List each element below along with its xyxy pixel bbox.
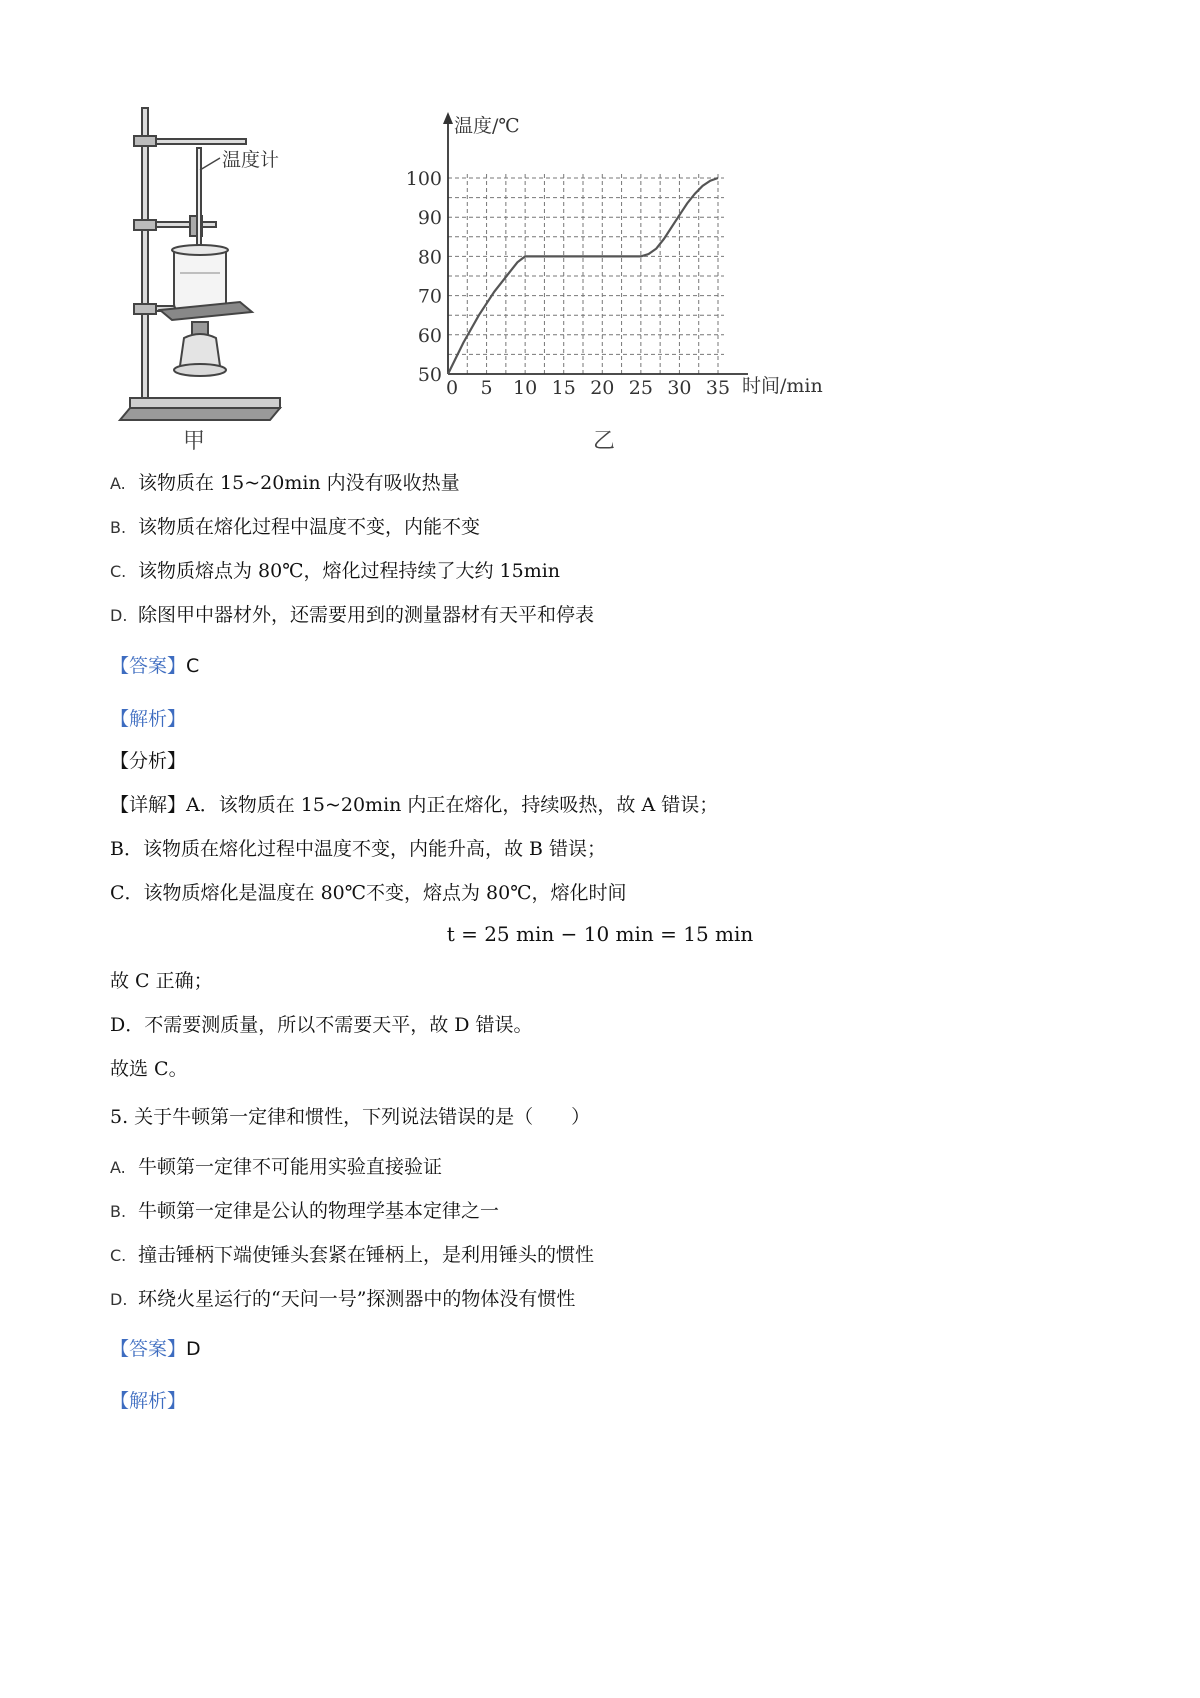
q4-option-b bbox=[110, 514, 480, 541]
q4-answer bbox=[110, 653, 199, 679]
option-text: 环绕火星运行的“天问一号”探测器中的物体没有惯性 bbox=[138, 1288, 576, 1310]
x-tick-label: 35 bbox=[705, 377, 731, 399]
q4-conclusion: 故选 C。 bbox=[110, 1058, 188, 1080]
y-tick-label: 80 bbox=[417, 246, 442, 269]
detail-a-text: A．该物质在 15~20min 内正在熔化，持续吸热，故 A 错误； bbox=[186, 794, 719, 816]
x-tick-label: 0 bbox=[445, 377, 459, 399]
x-tick-label: 10 bbox=[513, 377, 538, 399]
answer-label: 【答案】 bbox=[110, 1338, 187, 1360]
q4-detail-d: D．不需要测质量，所以不需要天平，故 D 错误。 bbox=[110, 1014, 533, 1036]
chart-grid bbox=[448, 174, 724, 374]
option-text: 撞击锤柄下端使锤头套紧在锤柄上，是利用锤头的惯性 bbox=[138, 1244, 595, 1266]
x-tick-label: 15 bbox=[551, 377, 576, 399]
figure-caption-yi: 乙 bbox=[593, 429, 616, 454]
option-letter: B. bbox=[110, 1202, 127, 1221]
q4-jiexi-label: 【解析】 bbox=[110, 708, 187, 730]
melting-time-formula: t = 25 min − 10 min = 15 min bbox=[446, 922, 754, 946]
x-tick-label: 20 bbox=[590, 377, 615, 399]
q4-detail-c: C．该物质熔化是温度在 80℃不变，熔点为 80℃，熔化时间 bbox=[110, 882, 627, 904]
option-letter: D. bbox=[110, 1290, 128, 1309]
answer-label: 【答案】 bbox=[110, 655, 187, 677]
q4-c-correct: 故 C 正确； bbox=[110, 970, 213, 992]
option-text: 牛顿第一定律是公认的物理学基本定律之一 bbox=[138, 1200, 500, 1222]
q4-fenxi-label: 【分析】 bbox=[110, 750, 187, 772]
figure-caption-jia: 甲 bbox=[183, 429, 206, 454]
y-tick-label: 90 bbox=[417, 207, 442, 230]
q4-detail-a bbox=[110, 792, 718, 818]
q5-option-b bbox=[110, 1198, 499, 1225]
option-letter: B. bbox=[110, 518, 127, 537]
detail-label: 【详解】 bbox=[110, 794, 187, 816]
option-text: 该物质在熔化过程中温度不变，内能不变 bbox=[138, 516, 481, 538]
option-text: 除图甲中器材外，还需要用到的测量器材有天平和停表 bbox=[138, 604, 595, 626]
option-letter: A. bbox=[110, 474, 126, 493]
option-letter: D. bbox=[110, 606, 128, 625]
x-axis-label: 时间/min bbox=[742, 375, 823, 397]
y-tick-label: 100 bbox=[405, 168, 442, 190]
q5-option-d bbox=[110, 1286, 575, 1313]
q4-option-c bbox=[110, 558, 560, 585]
q4-detail-b: B．该物质在熔化过程中温度不变，内能升高，故 B 错误； bbox=[110, 838, 607, 860]
x-tick-label: 30 bbox=[667, 377, 692, 399]
x-tick-label: 25 bbox=[628, 377, 653, 399]
q5-stem: 5. 关于牛顿第一定律和惯性，下列说法错误的是（ ） bbox=[110, 1106, 591, 1128]
q5-jiexi-label: 【解析】 bbox=[110, 1390, 187, 1412]
y-tick-label: 60 bbox=[417, 324, 442, 347]
q4-option-a bbox=[110, 470, 460, 497]
option-text: 该物质在 15~20min 内没有吸收热量 bbox=[138, 472, 460, 494]
temperature-time-chart bbox=[405, 108, 860, 448]
q4-option-d bbox=[110, 602, 594, 629]
q5-answer bbox=[110, 1336, 201, 1362]
y-axis-label: 温度/℃ bbox=[454, 115, 520, 137]
option-letter: C. bbox=[110, 1246, 127, 1265]
option-letter: C. bbox=[110, 562, 127, 581]
option-letter: A. bbox=[110, 1158, 126, 1177]
y-tick-label: 70 bbox=[417, 285, 442, 308]
q5-option-a bbox=[110, 1154, 442, 1181]
y-tick-label: 50 bbox=[417, 364, 442, 386]
answer-value: D bbox=[186, 1338, 201, 1360]
option-text: 牛顿第一定律不可能用实验直接验证 bbox=[138, 1156, 443, 1178]
answer-value: C bbox=[186, 655, 200, 677]
thermometer-label: 温度计 bbox=[222, 149, 280, 171]
x-tick-label: 5 bbox=[480, 377, 493, 399]
y-axis-arrow bbox=[443, 112, 453, 124]
q5-option-c bbox=[110, 1242, 594, 1269]
apparatus-figure bbox=[120, 108, 320, 442]
option-text: 该物质熔点为 80℃，熔化过程持续了大约 15min bbox=[138, 560, 561, 582]
